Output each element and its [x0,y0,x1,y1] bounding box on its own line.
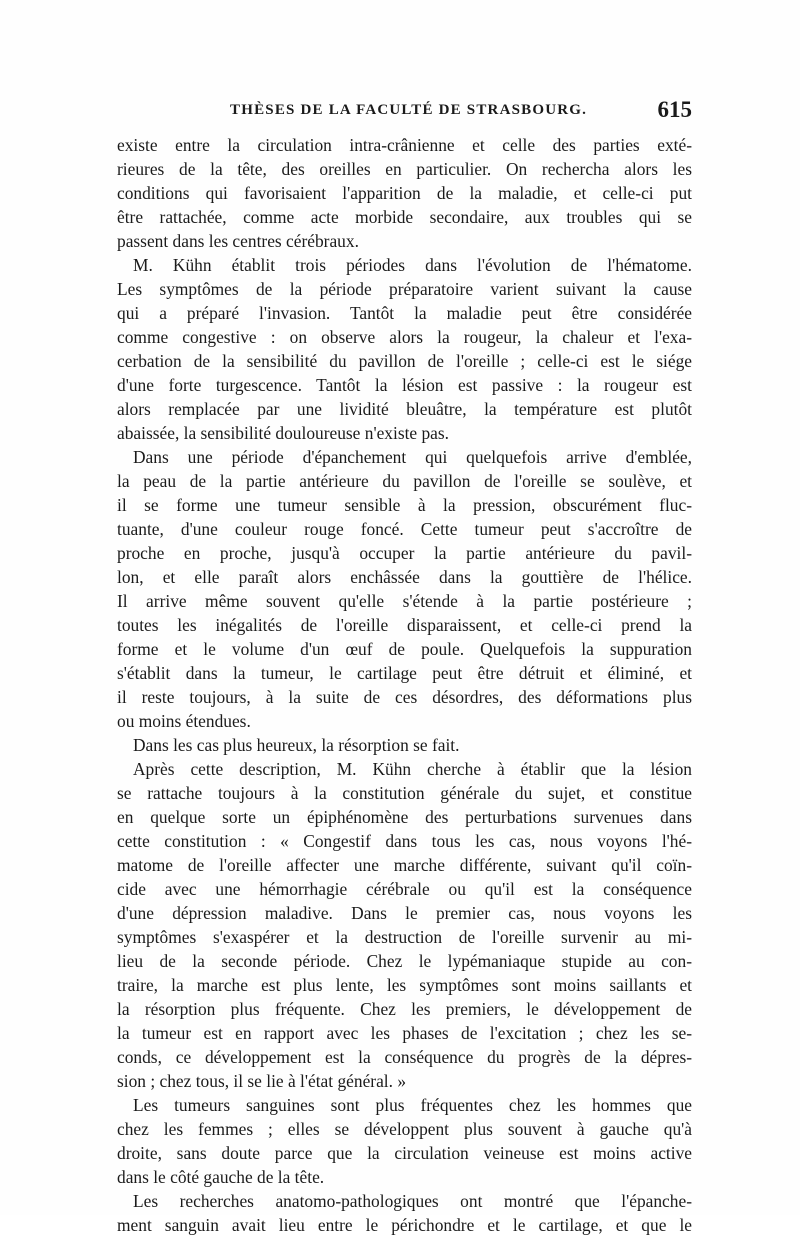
text-line: s'établit dans la tumeur, le cartilage peut être détruit et éliminé, et [117,663,692,683]
text-line: traire, la marche est plus lente, les symptômes sont moins saillants et [117,975,692,995]
text-line: Dans une période d'épanchement qui quelquefois arrive d'emblée, [133,447,692,467]
body-text [117,133,692,1237]
text-line: Il arrive même souvent qu'elle s'étende à la partie postérieure ; [117,591,692,611]
text-line: cide avec une hémorrhagie cérébrale ou qu'il est la conséquence [117,879,692,899]
text-line: ment sanguin avait lieu entre le périchondre et le cartilage, et que le [117,1215,692,1235]
text-line: droite, sans doute parce que la circulation veineuse est moins active [117,1143,692,1163]
text-line: proche en proche, jusqu'à occuper la partie antérieure du pavil- [117,543,692,563]
text-line: chez les femmes ; elles se développent plus souvent à gauche qu'à [117,1119,692,1139]
text-line: en quelque sorte un épiphénomène des perturbations survenues dans [117,807,692,827]
text-line: cette constitution : « Congestif dans tous les cas, nous voyons l'hé- [117,831,692,851]
text-line: toutes les inégalités de l'oreille disparaissent, et celle-ci prend la [117,615,692,635]
text-line: Dans les cas plus heureux, la résorption se fait. [133,735,460,755]
text-line: abaissée, la sensibilité douloureuse n'existe pas. [117,423,450,443]
text-line: alors remplacée par une lividité bleuâtre, la température est plutôt [117,399,692,419]
text-line: qui a préparé l'invasion. Tantôt la maladie peut être considérée [117,303,692,323]
text-line: comme congestive : on observe alors la rougeur, la chaleur et l'exa- [117,327,692,347]
text-line: Les symptômes de la période préparatoire varient suivant la cause [117,279,692,299]
text-line: existe entre la circulation intra-crânienne et celle des parties exté- [117,135,692,155]
text-line: se rattache toujours à la constitution générale du sujet, et constitue [117,783,692,803]
running-title: THÈSES DE LA FACULTÉ DE STRASBOURG. [230,102,588,118]
text-line: d'une dépression maladive. Dans le premier cas, nous voyons les [117,903,692,923]
text-line: conditions qui favorisaient l'apparition de la maladie, et celle-ci put [117,183,692,203]
text-line: d'une forte turgescence. Tantôt la lésion est passive : la rougeur est [117,375,692,395]
text-line: Les recherches anatomo-pathologiques ont montré que l'épanche- [133,1191,692,1211]
text-line: il se forme une tumeur sensible à la pression, obscurément fluc- [117,495,692,515]
text-line: M. Kühn établit trois périodes dans l'évolution de l'hématome. [133,255,692,275]
text-line: lon, et elle paraît alors enchâssée dans la gouttière de l'hélice. [117,567,692,587]
text-line: la résorption plus fréquente. Chez les premiers, le développement de [117,999,692,1019]
text-line: il reste toujours, à la suite de ces désordres, des déformations plus [117,687,692,707]
text-line: rieures de la tête, des oreilles en particulier. On rechercha alors les [117,159,692,179]
text-line: la tumeur est en rapport avec les phases de l'excitation ; chez les se- [117,1023,692,1043]
text-line: passent dans les centres cérébraux. [117,231,359,251]
text-line: tuante, d'une couleur rouge foncé. Cette tumeur peut s'accroître de [117,519,692,539]
text-line: lieu de la seconde période. Chez le lypémaniaque stupide au con- [117,951,692,971]
text-line: cerbation de la sensibilité du pavillon de l'oreille ; celle-ci est le siége [117,351,692,371]
text-line: être rattachée, comme acte morbide secondaire, aux troubles qui se [117,207,692,227]
text-line: Après cette description, M. Kühn cherche à établir que la lésion [133,759,692,779]
text-line: sion ; chez tous, il se lie à l'état général. » [117,1071,407,1091]
text-line: forme et le volume d'un œuf de poule. Quelquefois la suppuration [117,639,692,659]
text-line: symptômes s'exaspérer et la destruction de l'oreille survenir au mi- [117,927,692,947]
text-line: ou moins étendues. [117,711,251,731]
page-number: 615 [657,97,692,122]
text-line: dans le côté gauche de la tête. [117,1167,325,1187]
page-header [230,97,692,130]
text-line: la peau de la partie antérieure du pavillon de l'oreille se soulève, et [117,471,692,491]
text-line: Les tumeurs sanguines sont plus fréquentes chez les hommes que [133,1095,692,1115]
text-line: conds, ce développement est la conséquence du progrès de la dépres- [117,1047,692,1067]
text-line: matome de l'oreille affecter une marche différente, suivant qu'il coïn- [117,855,692,875]
